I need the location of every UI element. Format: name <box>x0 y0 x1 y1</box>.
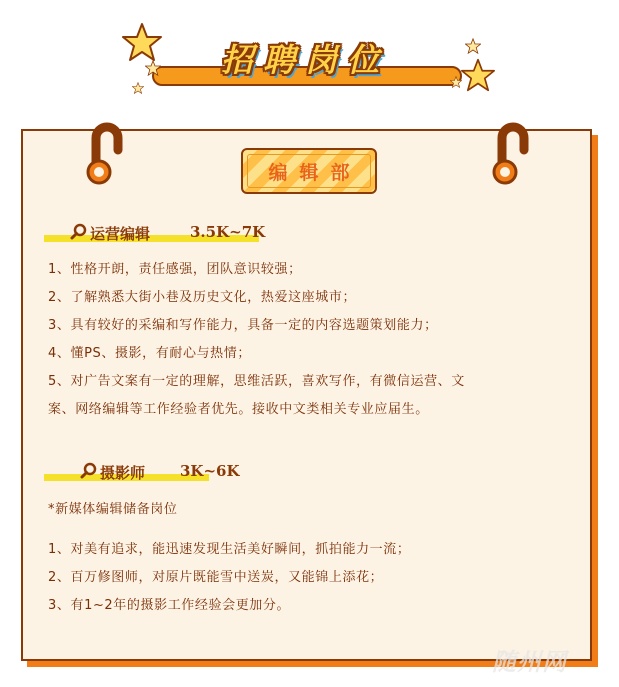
star-icon <box>450 76 462 88</box>
department-label: 编辑部 <box>268 161 362 184</box>
requirements-list <box>48 256 465 424</box>
requirements-list <box>48 536 410 620</box>
list-item: 2、百万修图师，对原片既能雪中送炭，又能锦上添花； <box>48 570 384 585</box>
page-title: 招聘岗位 <box>220 41 389 79</box>
job-title: 运营编辑 <box>90 225 151 243</box>
list-item: 3、具有较好的采编和写作能力，具备一定的内容选题策划能力； <box>48 318 438 333</box>
star-icon <box>465 38 481 54</box>
list-item: 2、了解熟悉大街小巷及历史文化，热爱这座城市； <box>48 290 357 305</box>
star-icon <box>145 60 161 76</box>
job-salary: 3K~6K <box>180 462 240 480</box>
search-icon <box>70 223 88 241</box>
search-icon <box>80 462 98 480</box>
star-icon <box>122 22 162 62</box>
job-title: 摄影师 <box>100 464 146 482</box>
list-item: 3、有1~2年的摄影工作经验会更加分。 <box>48 598 291 613</box>
department-badge <box>241 148 377 194</box>
job-note: *新媒体编辑储备岗位 <box>48 502 178 517</box>
star-icon <box>461 58 495 92</box>
list-item: 1、性格开朗，责任感强，团队意识较强； <box>48 262 302 277</box>
star-icon <box>132 82 144 94</box>
list-item: 5、对广告文案有一定的理解，思维活跃，喜欢写作，有微信运营、文 <box>48 374 465 389</box>
job-salary: 3.5K~7K <box>190 223 266 241</box>
list-item: 4、懂PS、摄影，有耐心与热情； <box>48 346 251 361</box>
list-item: 案、网络编辑等工作经验者优先。接收中文类相关专业应届生。 <box>48 402 429 417</box>
watermark: 随州网 <box>492 648 567 676</box>
binder-ring-icon <box>492 116 534 188</box>
binder-ring-icon <box>86 116 128 188</box>
list-item: 1、对美有追求，能迅速发现生活美好瞬间，抓拍能力一流； <box>48 542 411 557</box>
